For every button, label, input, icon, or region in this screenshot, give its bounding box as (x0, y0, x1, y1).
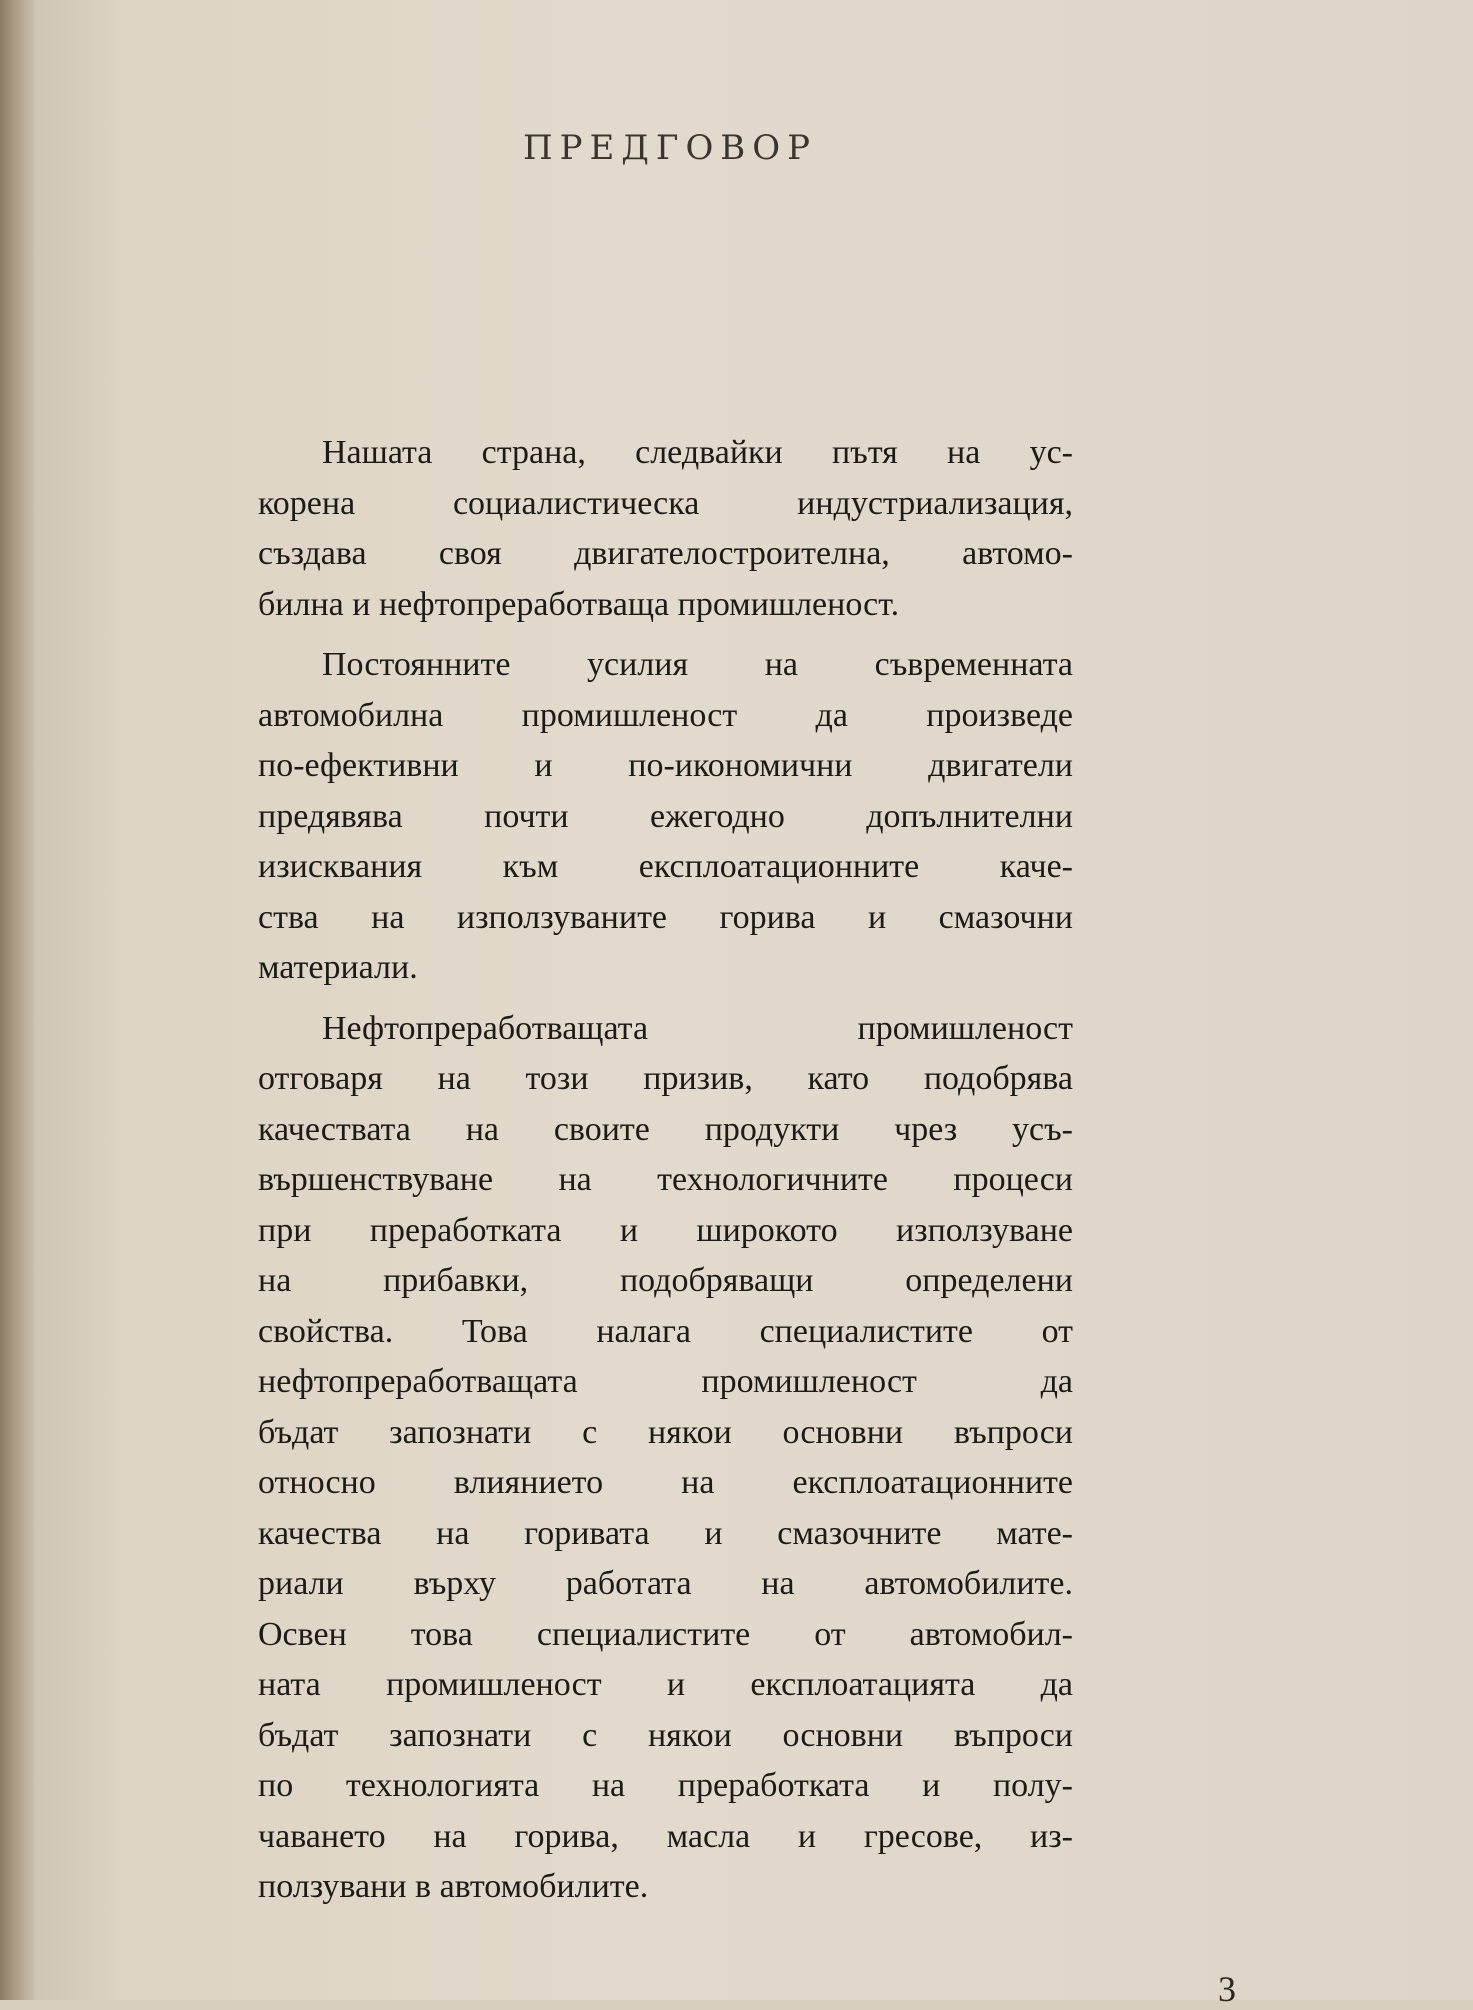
text-line: качествата на своите продукти чрез усъ- (258, 1110, 1073, 1148)
page-heading: ПРЕДГОВОР (522, 128, 818, 168)
text-line: риали върху работата на автомобилите. (258, 1565, 1073, 1602)
text-line: Нашата страна, следвайки пътя на ус- (322, 434, 1073, 471)
text-line: корена социалистическа индустриализация, (258, 484, 1073, 522)
paragraph (258, 428, 1073, 630)
text-line: свойства. Това налага специалистите от (258, 1312, 1073, 1350)
text-line: автомобилна промишленост да произведе (258, 696, 1073, 734)
page-number: 3 (1218, 1969, 1236, 2009)
text-line: Постоянните усилия на съвременната (322, 646, 1073, 683)
text-line: нефтопреработващата промишленост да (258, 1363, 1073, 1400)
text-line: при преработката и широкото използуване (258, 1211, 1073, 1249)
text-line: вършенствуване на технологичните процеси (258, 1161, 1073, 1198)
text-line: качества на горивата и смазочните мате- (258, 1514, 1073, 1552)
text-line: бъдат запознати с някои основни въпроси (258, 1413, 1073, 1451)
text-line: билна и нефтопреработваща промишленост. (258, 585, 900, 623)
text-line: създава своя двигателостроителна, автомо- (258, 535, 1073, 572)
text-line: бъдат запознати с някои основни въпроси (258, 1716, 1073, 1754)
text-line: изисквания към експлоатационните каче- (258, 848, 1073, 885)
text-line: на прибавки, подобряващи определени (258, 1262, 1073, 1299)
text-line: ползувани в автомобилите. (258, 1868, 649, 1905)
preface-body (258, 428, 1073, 1913)
text-line: материали. (258, 949, 418, 986)
book-spine-shadow (0, 0, 34, 2000)
paragraph (258, 640, 1073, 994)
text-line: относно влиянието на експлоатационните (258, 1464, 1073, 1501)
text-line: Освен това специалистите от автомобил- (258, 1615, 1073, 1653)
text-line: ната промишленост и експлоатацията да (258, 1666, 1073, 1703)
text-line: по-ефективни и по-икономични двигатели (258, 747, 1073, 784)
text-line: по технологията на преработката и полу- (258, 1767, 1073, 1804)
paragraph (258, 1004, 1073, 1913)
text-line: отговаря на този призив, като подобрява (258, 1060, 1073, 1097)
text-line: Нефтопреработващата промишленост (322, 1009, 1073, 1047)
text-line: ства на използуваните горива и смазочни (258, 898, 1073, 936)
text-line: чаването на горива, масла и гресове, из- (258, 1817, 1073, 1855)
text-line: предявява почти ежегодно допълнителни (258, 797, 1073, 835)
